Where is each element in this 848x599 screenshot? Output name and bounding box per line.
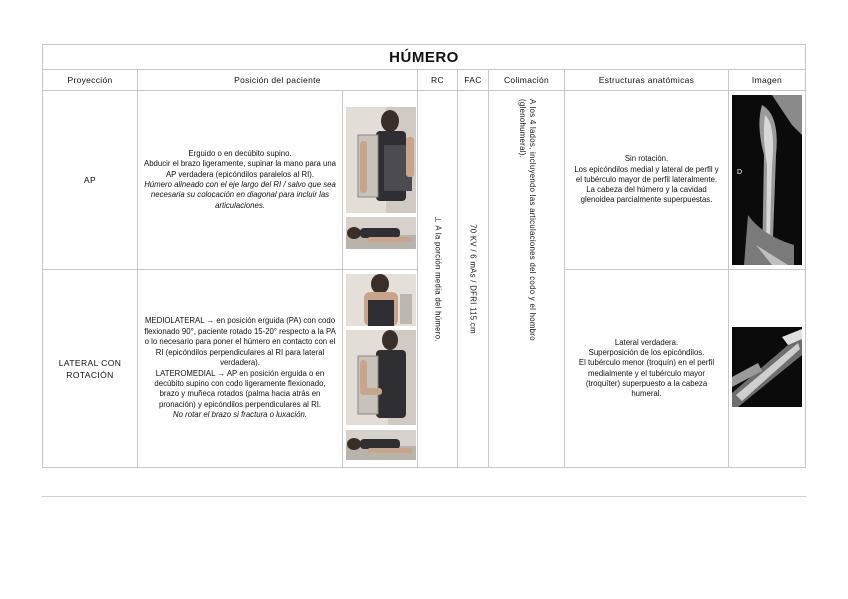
position-ap — [138, 91, 418, 270]
xray-image-lateral — [732, 327, 802, 407]
image-lateral — [729, 270, 805, 467]
projection-ap: AP — [43, 91, 138, 270]
structures-ap-text: Sin rotación. Los epicóndilos medial y lateral de perfil y el tubérculo mayor de perfil lateralmente. La cabeza del húmero y la cavidad glenoidea parcialmente superpuestas. — [574, 154, 719, 205]
fac-cell — [458, 91, 489, 467]
collimation-cell — [489, 91, 565, 467]
position-ap-line: Erguido o en decúbito supino. — [188, 148, 292, 158]
rc-text: ⊥ A la porción media del húmero. — [433, 216, 442, 342]
humerus-table — [42, 44, 806, 468]
position-lateral-note: No rotar el brazo si fractura o luxación. — [173, 410, 307, 420]
position-ap-text — [140, 91, 340, 269]
position-lateral-text — [140, 270, 340, 467]
projection-lateral: LATERAL CON ROTACIÓN — [43, 270, 138, 467]
footer-divider — [42, 496, 806, 497]
position-lateral — [138, 270, 418, 467]
collimation-text — [517, 99, 537, 459]
xray-image-ap — [732, 95, 802, 265]
rc-cell — [418, 91, 458, 467]
patient-photo-standing-lateral — [346, 330, 416, 425]
position-lateral-line: LATEROMEDIAL → AP en posición erguida o en decúbito supino con codo ligeramente flexionado, brazo y muñeca rotados (palma hacia atrás en pronación) y epicóndilos perpendiculares al RI. — [154, 368, 326, 409]
header-rc: RC — [418, 70, 458, 91]
header-image: Imagen — [729, 70, 805, 91]
header-position: Posición del paciente — [138, 70, 418, 91]
structures-ap — [565, 91, 729, 270]
fac-text: 70 KV / 6 mAs / DFRI 115 cm — [468, 224, 478, 334]
side-marker: D — [737, 169, 743, 176]
structures-lateral — [565, 270, 729, 467]
image-ap — [729, 91, 805, 270]
patient-photo-supine-ap — [346, 217, 416, 249]
header-structures: Estructuras anatómicas — [565, 70, 729, 91]
structures-lateral-text: Lateral verdadera. Superposición de los epicóndilos. El tubérculo menor (troquín) en el perfil medialmente y el tubérculo mayor (troquíter) superpuesto a la cabeza humeral. — [578, 337, 715, 398]
collimation-line: (glenohumeral). — [517, 99, 527, 159]
header-fac: FAC — [458, 70, 489, 91]
header-projection: Proyección — [43, 70, 138, 91]
position-lateral-line: MEDIOLATERAL → en posición erguida (PA) con codo flexionado 90°, paciente rotado 15-20° respecto a la PA o lo necesario para poner el húmero en contacto con el RI (epicóndilos perpendiculares al RI para lateral verdadera). — [144, 316, 336, 368]
position-ap-line: Abducir el brazo ligeramente, supinar la mano para una AP verdadera (epicóndilos paralelos al RI). — [144, 159, 337, 179]
position-ap-note: Húmero alineado con el eje largo del RI / salvo que sea necesaria su colocación en diagonal para incluir las articulaciones. — [144, 180, 336, 210]
position-lateral-photos — [342, 270, 418, 467]
patient-photo-supine-lateral — [346, 430, 416, 460]
header-collimation: Colimación — [489, 70, 565, 91]
table-title: HÚMERO — [43, 45, 805, 70]
patient-photo-standing-ap — [346, 107, 416, 213]
collimation-line: A los 4 lados, incluyendo las articulaciones del codo y el hombro — [527, 99, 537, 341]
position-ap-photos — [342, 91, 418, 269]
patient-photo-back-view — [346, 274, 416, 326]
